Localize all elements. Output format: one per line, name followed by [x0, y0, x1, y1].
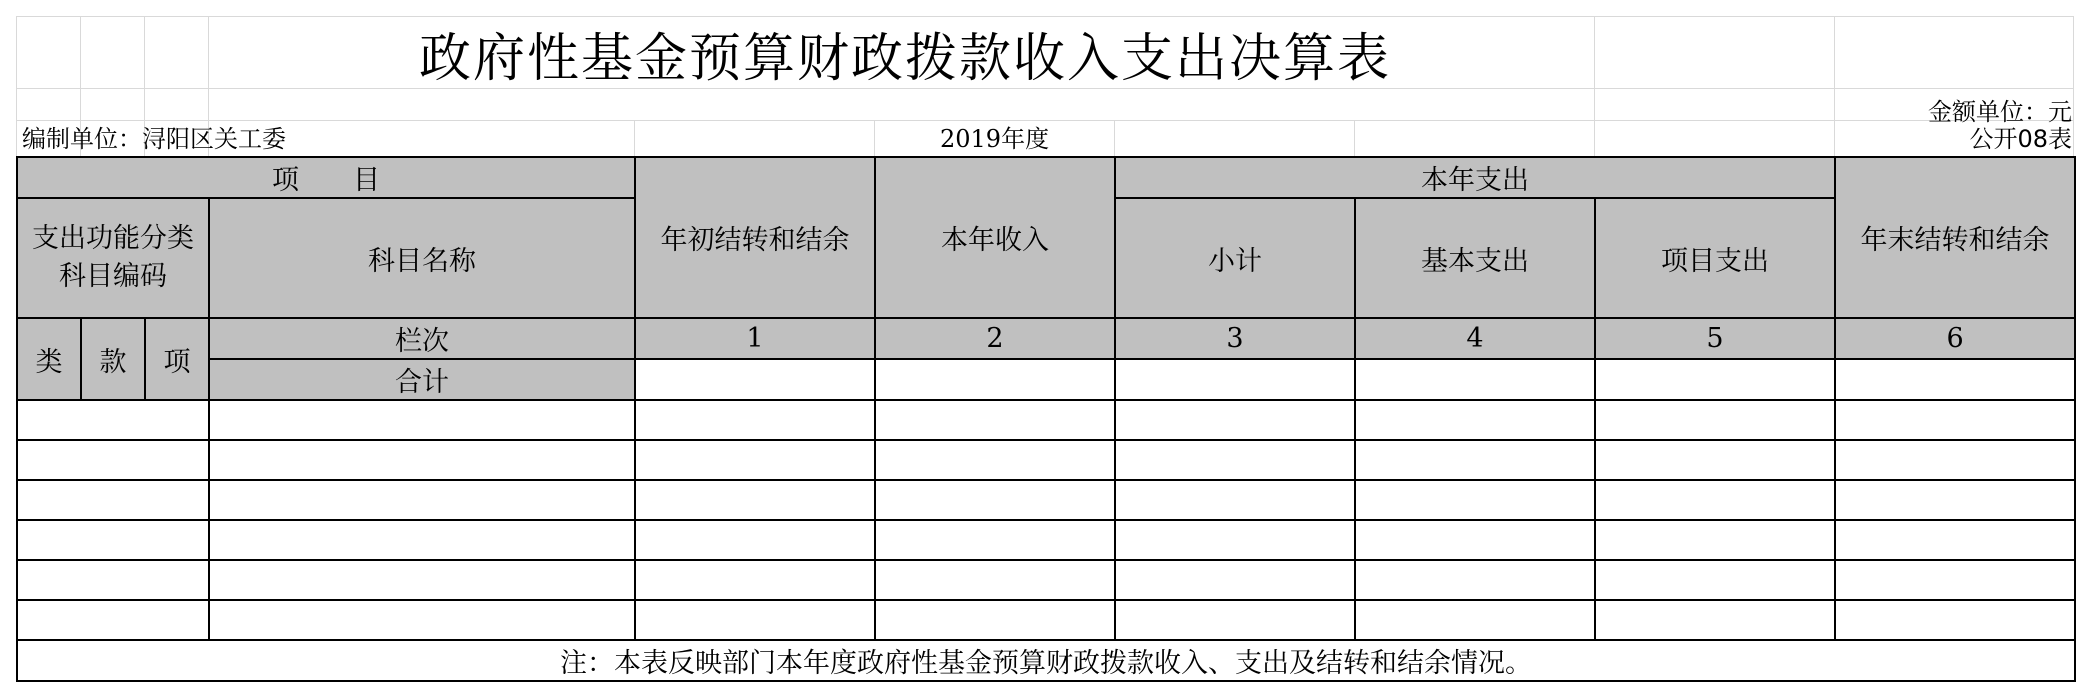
gridline [634, 120, 635, 156]
header-subject-name: 科目名称 [209, 198, 635, 318]
table-cell[interactable] [875, 560, 1115, 600]
column-number: 3 [1115, 318, 1355, 359]
table-cell[interactable] [1355, 440, 1595, 480]
table-cell[interactable] [875, 520, 1115, 560]
total-cell[interactable] [1115, 359, 1355, 400]
table-cell[interactable] [1835, 520, 2075, 560]
table-cell[interactable] [17, 400, 209, 440]
table-cell[interactable] [1355, 400, 1595, 440]
table-cell[interactable] [875, 600, 1115, 640]
table-cell[interactable] [17, 560, 209, 600]
gridline [1114, 120, 1115, 156]
header-xiang: 项 [145, 318, 209, 400]
table-cell[interactable] [17, 440, 209, 480]
table-code: 公开08表 [1969, 125, 2072, 153]
header-current-expense: 本年支出 [1115, 157, 1835, 198]
table-cell[interactable] [635, 480, 875, 520]
header-item: 项 目 [17, 157, 635, 198]
table-cell[interactable] [1595, 440, 1835, 480]
table-cell[interactable] [209, 560, 635, 600]
gridline [16, 120, 2074, 121]
table-cell[interactable] [209, 600, 635, 640]
table-row [17, 560, 2075, 600]
total-cell[interactable] [1835, 359, 2075, 400]
table-cell[interactable] [1115, 440, 1355, 480]
table-cell[interactable] [17, 480, 209, 520]
table-row [17, 480, 2075, 520]
table-cell[interactable] [1355, 520, 1595, 560]
header-current-income: 本年收入 [875, 157, 1115, 318]
gridline [16, 16, 17, 156]
table-cell[interactable] [635, 440, 875, 480]
table-cell[interactable] [1355, 480, 1595, 520]
table-cell[interactable] [875, 400, 1115, 440]
reporting-unit: 编制单位：浔阳区关工委 [22, 125, 286, 153]
total-cell[interactable] [1595, 359, 1835, 400]
table-row [17, 400, 2075, 440]
table-cell[interactable] [1355, 600, 1595, 640]
total-cell[interactable] [1355, 359, 1595, 400]
table-cell[interactable] [635, 400, 875, 440]
table-row [17, 600, 2075, 640]
table-cell[interactable] [875, 440, 1115, 480]
total-cell[interactable] [875, 359, 1115, 400]
table-cell[interactable] [209, 400, 635, 440]
table-note: 注：本表反映部门本年度政府性基金预算财政拨款收入、支出及结转和结余情况。 [17, 640, 2075, 681]
header-basic-expense: 基本支出 [1355, 198, 1595, 318]
table-cell[interactable] [209, 440, 635, 480]
amount-unit-label: 金额单位：元 [1928, 98, 2072, 126]
gridline [2073, 16, 2074, 156]
column-number: 6 [1835, 318, 2075, 359]
table-cell[interactable] [635, 560, 875, 600]
gridline [874, 120, 875, 156]
table-cell[interactable] [1355, 560, 1595, 600]
header-function-class-code: 支出功能分类科目编码 [17, 198, 209, 318]
table-cell[interactable] [875, 480, 1115, 520]
header-ending-balance: 年末结转和结余 [1835, 157, 2075, 318]
table-cell[interactable] [1115, 520, 1355, 560]
table-row [17, 440, 2075, 480]
column-number: 5 [1595, 318, 1835, 359]
header-project-expense: 项目支出 [1595, 198, 1835, 318]
column-number: 2 [875, 318, 1115, 359]
table-cell[interactable] [1835, 400, 2075, 440]
table-cell[interactable] [1115, 560, 1355, 600]
table-cell[interactable] [635, 520, 875, 560]
header-beginning-balance: 年初结转和结余 [635, 157, 875, 318]
table-cell[interactable] [209, 480, 635, 520]
table-cell[interactable] [635, 600, 875, 640]
header-kuan: 款 [81, 318, 145, 400]
total-cell[interactable] [635, 359, 875, 400]
table-cell[interactable] [1835, 440, 2075, 480]
gridline [1354, 120, 1355, 156]
table-cell[interactable] [17, 600, 209, 640]
table-cell[interactable] [1835, 480, 2075, 520]
report-title: 政府性基金预算财政拨款收入支出决算表 [418, 28, 1391, 89]
table-cell[interactable] [1835, 560, 2075, 600]
table-cell[interactable] [1595, 600, 1835, 640]
total-row-label: 合计 [209, 359, 635, 400]
table-cell[interactable] [1595, 480, 1835, 520]
column-number: 4 [1355, 318, 1595, 359]
table-cell[interactable] [1595, 520, 1835, 560]
column-number: 1 [635, 318, 875, 359]
table-cell[interactable] [1835, 600, 2075, 640]
table-cell[interactable] [1115, 400, 1355, 440]
header-column-order: 栏次 [209, 318, 635, 359]
table-cell[interactable] [17, 520, 209, 560]
table-cell[interactable] [1595, 560, 1835, 600]
table-cell[interactable] [209, 520, 635, 560]
table-cell[interactable] [1115, 600, 1355, 640]
table-cell[interactable] [1115, 480, 1355, 520]
budget-table [16, 156, 2076, 682]
header-lei: 类 [17, 318, 81, 400]
table-row [17, 520, 2075, 560]
gridline [1834, 16, 1835, 156]
table-cell[interactable] [1595, 400, 1835, 440]
header-subtotal: 小计 [1115, 198, 1355, 318]
fiscal-year: 2019年度 [940, 125, 1050, 153]
